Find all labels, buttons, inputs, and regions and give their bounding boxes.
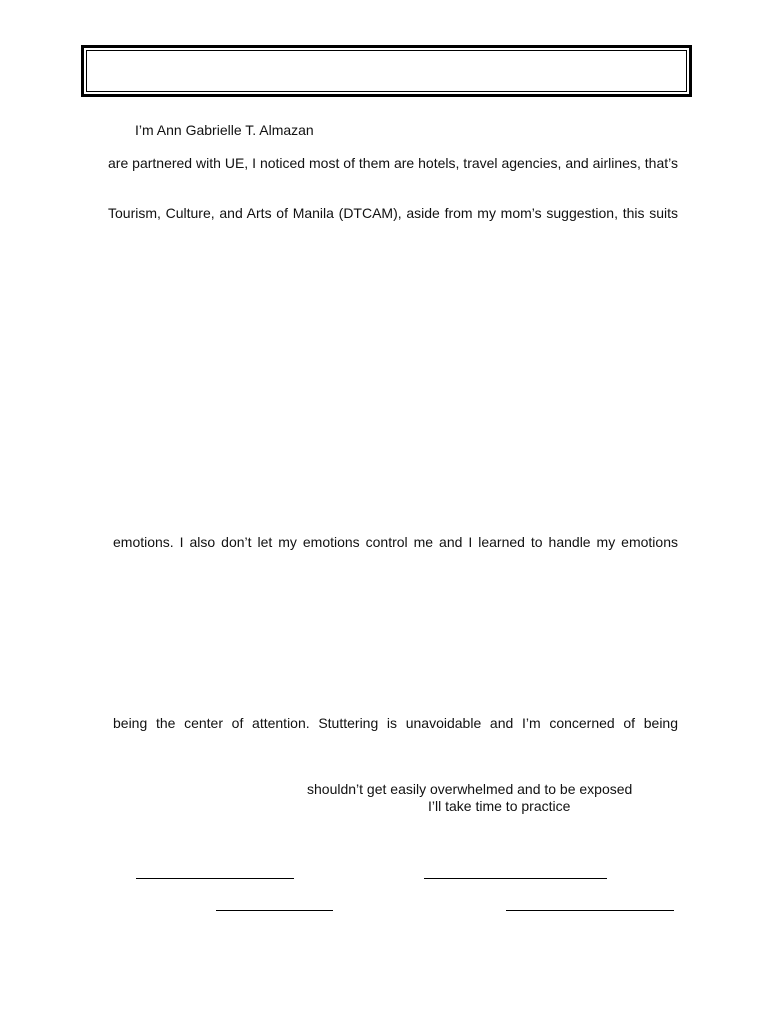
signature-line-2 [424,878,607,879]
practice-line: I’ll take time to practice [428,798,571,814]
signature-line-3 [216,910,333,911]
overwhelmed-line: shouldn’t get easily overwhelmed and to be exposed [307,781,633,797]
title-box [81,45,692,97]
tourism-line: Tourism, Culture, and Arts of Manila (DTCAM), aside from my mom’s suggestion, this suits [108,205,678,221]
partners-line: are partnered with UE, I noticed most of them are hotels, travel agencies, and airlines, that’s [108,155,678,171]
attention-line: being the center of attention. Stuttering is unavoidable and I’m concerned of being [113,715,678,731]
emotions-line: emotions. I also don’t let my emotions control me and I learned to handle my emotions [113,534,678,550]
signature-line-4 [506,910,674,911]
signature-line-1 [136,878,294,879]
intro-line: I’m Ann Gabrielle T. Almazan [135,122,314,138]
